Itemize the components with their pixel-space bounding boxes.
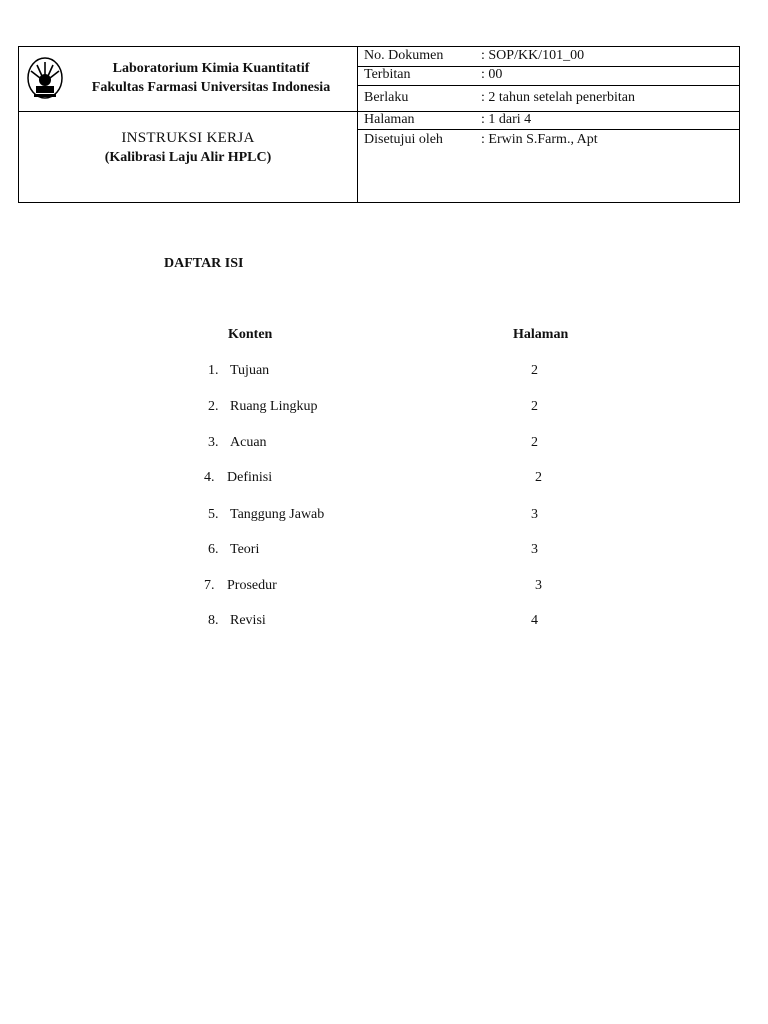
toc-item-number: 3. xyxy=(208,435,219,450)
toc-item-label: Teori xyxy=(230,542,260,557)
toc-item-label: Revisi xyxy=(230,613,266,628)
toc-item xyxy=(0,542,768,562)
institution-name xyxy=(71,59,351,97)
toc-title: DAFTAR ISI xyxy=(164,256,244,271)
meta-label-berlaku: Berlaku xyxy=(364,90,409,105)
toc-item-number: 4. xyxy=(204,470,215,485)
toc-item-page: 3 xyxy=(531,542,538,557)
meta-value-terbitan: : 00 xyxy=(481,67,503,82)
toc-item xyxy=(0,399,768,419)
document-header-table xyxy=(18,46,740,203)
meta-label-halaman: Halaman xyxy=(364,112,415,127)
meta-row-divider xyxy=(358,129,739,130)
meta-value-disetujui: : Erwin S.Farm., Apt xyxy=(481,132,598,147)
meta-row-divider xyxy=(358,66,739,67)
document-title xyxy=(19,128,357,168)
toc-item xyxy=(0,578,768,598)
toc-item-label: Prosedur xyxy=(227,578,277,593)
doc-subject: (Kalibrasi Laju Alir HPLC) xyxy=(104,150,272,165)
toc-item-number: 6. xyxy=(208,542,219,557)
institution-line-2: Fakultas Farmasi Universitas Indonesia xyxy=(91,80,331,95)
meta-value-no-dokumen: : SOP/KK/101_00 xyxy=(481,48,585,63)
meta-label-disetujui: Disetujui oleh xyxy=(364,132,443,147)
doc-type: INSTRUKSI KERJA xyxy=(121,130,255,146)
toc-item xyxy=(0,507,768,527)
toc-item-page: 3 xyxy=(531,507,538,522)
toc-item-label: Tanggung Jawab xyxy=(230,507,325,522)
toc-item xyxy=(0,613,768,633)
toc-item-page: 4 xyxy=(531,613,538,628)
toc-item-label: Ruang Lingkup xyxy=(230,399,318,414)
toc-item-page: 3 xyxy=(535,578,542,593)
toc-item xyxy=(0,435,768,455)
meta-row-divider xyxy=(358,85,739,86)
institution-line-1: Laboratorium Kimia Kuantitatif xyxy=(112,61,310,76)
toc-item-label: Tujuan xyxy=(230,363,270,378)
toc-item-number: 7. xyxy=(204,578,215,593)
toc-column-page: Halaman xyxy=(513,327,569,342)
toc-item xyxy=(0,470,768,490)
toc-item-page: 2 xyxy=(531,435,538,450)
toc-item-number: 5. xyxy=(208,507,219,522)
toc-item-number: 1. xyxy=(208,363,219,378)
toc-item-page: 2 xyxy=(535,470,542,485)
toc-item-label: Acuan xyxy=(230,435,267,450)
toc-item-label: Definisi xyxy=(227,470,273,485)
meta-value-halaman: : 1 dari 4 xyxy=(481,112,532,127)
meta-value-berlaku: : 2 tahun setelah penerbitan xyxy=(481,90,635,105)
toc-item-number: 2. xyxy=(208,399,219,414)
toc-column-content: Konten xyxy=(228,327,273,342)
meta-label-no-dokumen: No. Dokumen xyxy=(364,48,444,63)
university-seal-logo xyxy=(25,54,65,104)
meta-label-terbitan: Terbitan xyxy=(364,67,411,82)
toc-item-page: 2 xyxy=(531,363,538,378)
toc-item xyxy=(0,363,768,383)
toc-item-number: 8. xyxy=(208,613,219,628)
toc-item-page: 2 xyxy=(531,399,538,414)
header-vertical-divider xyxy=(357,47,358,202)
